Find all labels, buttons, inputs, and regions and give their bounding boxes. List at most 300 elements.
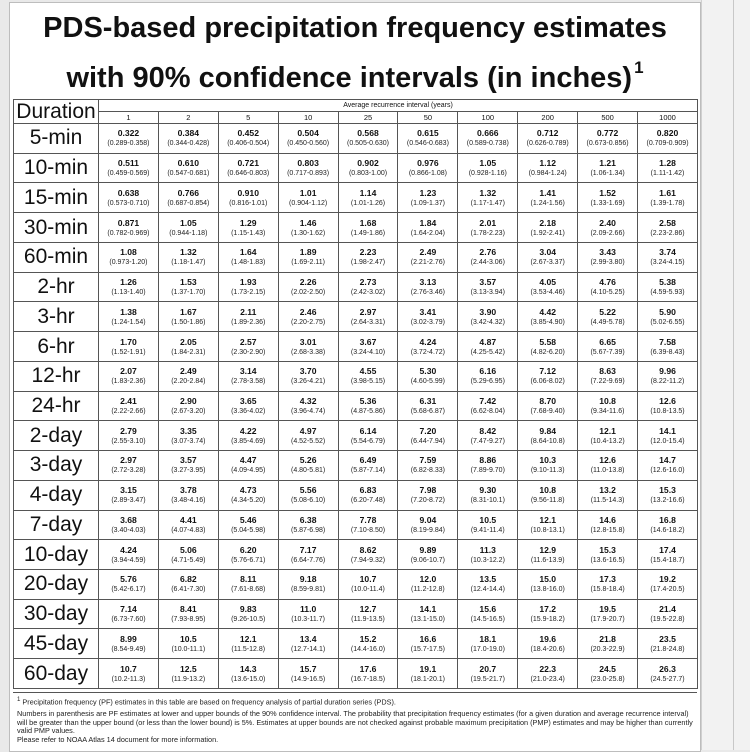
duration-label: 10-day xyxy=(14,540,99,570)
estimate-value: 5.26 xyxy=(299,455,317,466)
duration-label: 5-min xyxy=(14,124,99,154)
estimate-value: 5.22 xyxy=(599,306,616,317)
estimate-cell xyxy=(218,451,278,481)
estimate-cell xyxy=(218,540,278,570)
estimate-value: 1.28 xyxy=(659,158,676,169)
estimate-cell xyxy=(278,272,338,302)
confidence-bounds: (13.6-15.0) xyxy=(231,675,266,683)
table-row xyxy=(14,391,698,421)
confidence-bounds: (0.717-0.893) xyxy=(287,170,330,178)
duration-label: 7-day xyxy=(14,510,99,540)
duration-header: Duration xyxy=(14,100,99,124)
estimate-cell xyxy=(278,124,338,154)
estimate-value: 5.90 xyxy=(659,306,676,317)
estimate-value: 2.90 xyxy=(179,395,197,406)
estimate-cell xyxy=(518,599,578,629)
confidence-bounds: (2.44-3.06) xyxy=(470,259,505,267)
estimate-value: 2.79 xyxy=(120,425,137,436)
confidence-bounds: (1.50-1.86) xyxy=(171,318,206,326)
estimate-cell xyxy=(578,659,638,689)
document-page xyxy=(9,2,701,752)
confidence-bounds: (2.42-3.02) xyxy=(350,289,386,297)
confidence-bounds: (1.01-1.26) xyxy=(350,199,386,207)
estimate-value: 2.57 xyxy=(239,336,257,347)
confidence-bounds: (2.72-3.28) xyxy=(111,467,146,475)
estimate-cell xyxy=(338,391,398,421)
estimate-cell xyxy=(458,153,518,183)
title-line-1: PDS-based precipitation frequency estimates xyxy=(43,12,667,44)
confidence-bounds: (18.1-20.1) xyxy=(410,675,446,683)
estimate-cell xyxy=(398,332,458,362)
estimate-value: 3.65 xyxy=(239,395,257,406)
estimate-value: 6.65 xyxy=(599,336,616,347)
confidence-bounds: (15.4-18.7) xyxy=(650,556,685,564)
estimate-value: 1.89 xyxy=(299,247,317,258)
confidence-bounds: (0.866-1.08) xyxy=(408,170,447,178)
table-row xyxy=(14,302,698,332)
table-row xyxy=(14,570,698,600)
confidence-bounds: (1.52-1.91) xyxy=(111,348,146,356)
confidence-bounds: (8.64-10.8) xyxy=(530,437,565,445)
confidence-bounds: (2.30-2.90) xyxy=(231,348,266,356)
estimate-value: 10.5 xyxy=(179,633,197,644)
confidence-bounds: (1.84-2.31) xyxy=(171,348,206,356)
estimate-value: 3.57 xyxy=(179,455,197,466)
estimate-cell xyxy=(99,451,159,481)
confidence-bounds: (17.0-19.0) xyxy=(470,645,505,653)
estimate-cell xyxy=(218,421,278,451)
estimate-value: 5.58 xyxy=(539,336,557,347)
estimate-cell xyxy=(398,540,458,570)
confidence-bounds: (0.646-0.803) xyxy=(227,170,270,178)
estimate-value: 4.47 xyxy=(239,455,257,466)
estimate-cell xyxy=(338,361,398,391)
confidence-bounds: (1.83-2.36) xyxy=(111,378,146,386)
estimate-cell xyxy=(398,451,458,481)
estimate-value: 7.12 xyxy=(539,366,557,377)
refer-note: Please refer to NOAA Atlas 14 document for more information. xyxy=(17,734,219,744)
footnote xyxy=(17,696,693,707)
estimate-value: 4.87 xyxy=(479,336,497,347)
table-row xyxy=(14,451,698,481)
estimate-cell xyxy=(158,213,218,243)
estimate-cell xyxy=(398,629,458,659)
estimate-value: 0.712 xyxy=(536,128,559,139)
estimate-value: 7.42 xyxy=(479,395,497,406)
estimate-cell xyxy=(338,124,398,154)
confidence-bounds: (9.06-10.7) xyxy=(410,556,446,564)
estimate-value: 15.6 xyxy=(479,604,497,615)
estimate-value: 10.8 xyxy=(599,395,616,406)
confidence-bounds: (0.289-0.358) xyxy=(107,140,150,148)
estimate-value: 4.24 xyxy=(120,544,137,555)
estimate-cell xyxy=(398,510,458,540)
estimate-cell xyxy=(398,124,458,154)
estimate-value: 9.30 xyxy=(479,485,497,496)
estimate-cell xyxy=(158,421,218,451)
confidence-bounds: (0.626-0.789) xyxy=(526,140,569,148)
confidence-bounds: (11.9-13.5) xyxy=(351,616,385,624)
confidence-bounds: (10.0-11.4) xyxy=(351,586,385,594)
estimate-cell xyxy=(278,629,338,659)
estimate-value: 8.86 xyxy=(479,455,497,466)
estimate-cell xyxy=(338,183,398,213)
estimate-value: 3.04 xyxy=(539,247,557,258)
estimate-value: 0.910 xyxy=(237,187,259,198)
estimate-cell xyxy=(518,183,578,213)
estimate-value: 14.1 xyxy=(419,604,437,615)
estimate-value: 0.772 xyxy=(596,128,619,139)
estimate-cell xyxy=(578,272,638,302)
confidence-bounds: (1.11-1.42) xyxy=(650,170,685,178)
estimate-cell xyxy=(338,599,398,629)
estimate-value: 7.78 xyxy=(359,514,377,525)
estimate-value: 17.3 xyxy=(599,574,616,585)
confidence-bounds: (1.06-1.34) xyxy=(590,170,625,178)
estimate-value: 15.2 xyxy=(359,633,377,644)
estimate-cell xyxy=(158,570,218,600)
estimate-value: 3.43 xyxy=(599,247,616,258)
estimate-value: 3.74 xyxy=(659,247,676,258)
confidence-bounds: (4.52-5.52) xyxy=(290,437,326,445)
confidence-bounds: (2.76-3.46) xyxy=(410,289,446,297)
confidence-bounds: (9.41-11.4) xyxy=(470,526,505,534)
confidence-bounds: (1.89-2.36) xyxy=(231,318,266,326)
confidence-bounds: (2.20-2.84) xyxy=(171,378,206,386)
estimate-cell xyxy=(398,599,458,629)
interval-5: 5 xyxy=(218,112,278,124)
confidence-bounds: (5.87-7.14) xyxy=(350,467,386,475)
estimate-cell xyxy=(158,361,218,391)
estimate-value: 9.96 xyxy=(659,366,676,377)
interval-1: 1 xyxy=(99,112,159,124)
confidence-bounds: (12.6-16.0) xyxy=(650,467,685,475)
recurrence-interval-header: Average recurrence interval (years) xyxy=(99,100,698,112)
estimate-cell xyxy=(458,599,518,629)
estimate-value: 4.41 xyxy=(179,514,197,525)
estimate-cell xyxy=(338,272,398,302)
confidence-bounds: (0.944-1.18) xyxy=(169,229,208,237)
estimate-cell xyxy=(578,451,638,481)
estimate-cell xyxy=(218,183,278,213)
estimate-value: 26.3 xyxy=(659,663,676,674)
duration-label: 3-day xyxy=(14,451,99,481)
confidence-bounds: (10.3-11.7) xyxy=(291,616,325,624)
estimate-cell xyxy=(458,213,518,243)
table-row xyxy=(14,480,698,510)
page-title xyxy=(10,9,700,98)
confidence-bounds: (1.49-1.86) xyxy=(350,229,386,237)
duration-label: 60-min xyxy=(14,242,99,272)
confidence-bounds: (7.47-9.27) xyxy=(470,437,505,445)
estimate-cell xyxy=(518,332,578,362)
confidence-bounds: (7.22-9.69) xyxy=(590,378,625,386)
estimate-value: 16.6 xyxy=(419,633,437,644)
estimate-cell xyxy=(458,421,518,451)
interval-10: 10 xyxy=(278,112,338,124)
estimate-cell xyxy=(638,361,698,391)
confidence-bounds: (4.59-5.93) xyxy=(650,289,685,297)
confidence-bounds: (6.06-8.02) xyxy=(530,378,565,386)
estimate-value: 1.26 xyxy=(120,277,137,288)
estimate-value: 19.6 xyxy=(539,633,557,644)
confidence-bounds: (4.82-6.20) xyxy=(530,348,565,356)
estimate-cell xyxy=(518,510,578,540)
estimate-value: 1.84 xyxy=(419,217,437,228)
estimate-value: 2.97 xyxy=(359,306,377,317)
confidence-bounds: (6.44-7.94) xyxy=(410,437,446,445)
estimate-value: 9.18 xyxy=(299,574,317,585)
duration-label: 2-hr xyxy=(14,272,99,302)
estimate-value: 6.38 xyxy=(299,514,317,525)
estimate-cell xyxy=(218,570,278,600)
estimate-value: 2.26 xyxy=(299,277,317,288)
estimate-cell xyxy=(218,242,278,272)
estimate-cell xyxy=(578,480,638,510)
estimate-cell xyxy=(458,629,518,659)
estimate-cell xyxy=(458,570,518,600)
confidence-bounds: (4.60-5.99) xyxy=(410,378,446,386)
estimate-cell xyxy=(278,599,338,629)
confidence-bounds: (24.5-27.7) xyxy=(650,675,685,683)
estimate-value: 22.3 xyxy=(539,663,557,674)
estimate-value: 2.41 xyxy=(120,395,137,406)
estimate-cell xyxy=(518,421,578,451)
estimate-value: 9.84 xyxy=(539,425,557,436)
estimate-value: 9.83 xyxy=(239,604,257,615)
estimate-cell xyxy=(278,570,338,600)
table-row xyxy=(14,540,698,570)
estimate-value: 1.53 xyxy=(179,277,197,288)
estimate-cell xyxy=(338,451,398,481)
estimate-value: 11.0 xyxy=(299,604,317,615)
interval-header-row xyxy=(14,112,698,124)
confidence-bounds: (3.24-4.10) xyxy=(350,348,386,356)
confidence-bounds: (7.93-8.95) xyxy=(171,616,206,624)
estimate-cell xyxy=(458,332,518,362)
estimate-cell xyxy=(518,361,578,391)
estimate-value: 0.452 xyxy=(237,128,259,139)
estimate-cell xyxy=(398,183,458,213)
confidence-bounds: (3.72-4.72) xyxy=(410,348,446,356)
confidence-bounds: (3.48-4.16) xyxy=(171,497,206,505)
estimate-cell xyxy=(99,213,159,243)
confidence-bounds: (5.08-6.10) xyxy=(290,497,326,505)
table-row xyxy=(14,213,698,243)
footnote-text: Precipitation frequency (PF) estimates in this table are based on frequency analysis of partial duration series (PDS). xyxy=(22,697,396,707)
estimate-value: 0.721 xyxy=(237,158,259,169)
estimate-cell xyxy=(638,599,698,629)
estimate-value: 8.63 xyxy=(599,366,616,377)
estimate-cell xyxy=(638,153,698,183)
confidence-bounds: (10.4-13.2) xyxy=(590,437,625,445)
confidence-bounds: (13.1-15.0) xyxy=(410,616,446,624)
estimate-cell xyxy=(99,302,159,332)
estimate-cell xyxy=(518,451,578,481)
estimate-value: 6.16 xyxy=(479,366,497,377)
estimate-value: 19.1 xyxy=(419,663,437,674)
estimate-value: 14.6 xyxy=(599,514,616,525)
estimate-value: 0.568 xyxy=(357,128,379,139)
estimate-cell xyxy=(338,510,398,540)
confidence-bounds: (1.98-2.47) xyxy=(350,259,386,267)
estimate-cell xyxy=(278,153,338,183)
confidence-bounds: (3.40-4.03) xyxy=(111,526,146,534)
confidence-bounds: (1.92-2.41) xyxy=(530,229,565,237)
estimate-value: 0.902 xyxy=(357,158,379,169)
estimate-cell xyxy=(458,480,518,510)
estimate-cell xyxy=(638,332,698,362)
estimate-value: 1.23 xyxy=(419,187,437,198)
estimate-cell xyxy=(99,480,159,510)
estimate-value: 2.58 xyxy=(659,217,676,228)
estimate-value: 4.42 xyxy=(539,306,557,317)
estimate-cell xyxy=(158,332,218,362)
duration-label: 30-day xyxy=(14,599,99,629)
confidence-bounds: (3.07-3.74) xyxy=(171,437,206,445)
estimate-value: 14.7 xyxy=(659,455,676,466)
estimate-value: 12.1 xyxy=(539,514,557,525)
estimate-cell xyxy=(398,153,458,183)
estimate-value: 6.14 xyxy=(359,425,377,436)
confidence-bounds: (2.89-3.47) xyxy=(111,497,146,505)
estimate-cell xyxy=(518,629,578,659)
confidence-bounds: (11.9-13.2) xyxy=(171,675,206,683)
estimate-cell xyxy=(278,659,338,689)
estimate-cell xyxy=(518,480,578,510)
estimate-value: 10.5 xyxy=(479,514,497,525)
confidence-bounds: (1.24-1.56) xyxy=(530,199,565,207)
confidence-bounds: (5.67-7.39) xyxy=(590,348,625,356)
confidence-bounds: (1.64-2.04) xyxy=(410,229,446,237)
estimate-value: 7.20 xyxy=(419,425,437,436)
estimate-value: 3.70 xyxy=(299,366,317,377)
estimate-value: 4.05 xyxy=(539,277,557,288)
confidence-bounds: (3.53-4.46) xyxy=(530,289,565,297)
estimate-cell xyxy=(458,361,518,391)
estimate-cell xyxy=(99,629,159,659)
table-row xyxy=(14,361,698,391)
estimate-cell xyxy=(99,242,159,272)
duration-label: 12-hr xyxy=(14,361,99,391)
estimate-value: 4.24 xyxy=(419,336,437,347)
confidence-bounds: (6.64-7.76) xyxy=(290,556,326,564)
confidence-bounds: (14.9-16.5) xyxy=(290,675,326,683)
estimate-value: 5.38 xyxy=(659,277,676,288)
estimate-cell xyxy=(398,272,458,302)
estimate-cell xyxy=(578,242,638,272)
estimate-cell xyxy=(518,302,578,332)
confidence-bounds: (12.8-15.8) xyxy=(590,526,625,534)
confidence-bounds: (0.984-1.24) xyxy=(528,170,567,178)
confidence-bounds: (13.8-16.0) xyxy=(530,586,565,594)
estimate-value: 3.14 xyxy=(239,366,257,377)
estimate-value: 2.46 xyxy=(299,306,317,317)
estimate-value: 0.511 xyxy=(117,158,139,169)
estimate-value: 7.17 xyxy=(299,544,317,555)
confidence-bounds: (7.94-9.32) xyxy=(350,556,386,564)
confidence-bounds: (2.99-3.80) xyxy=(590,259,625,267)
estimate-cell xyxy=(99,361,159,391)
estimate-value: 12.7 xyxy=(359,604,377,615)
confidence-bounds: (18.4-20.6) xyxy=(530,645,565,653)
estimate-cell xyxy=(578,391,638,421)
estimate-cell xyxy=(458,124,518,154)
estimate-cell xyxy=(99,332,159,362)
estimate-value: 10.7 xyxy=(120,663,137,674)
estimate-cell xyxy=(458,391,518,421)
table-row xyxy=(14,242,698,272)
confidence-bounds: (0.547-0.681) xyxy=(167,170,210,178)
confidence-bounds: (3.42-4.32) xyxy=(470,318,505,326)
estimate-cell xyxy=(638,451,698,481)
confidence-bounds: (3.96-4.74) xyxy=(290,407,326,415)
estimate-cell xyxy=(458,302,518,332)
estimate-value: 12.5 xyxy=(179,663,197,674)
estimate-value: 3.67 xyxy=(359,336,377,347)
estimate-cell xyxy=(578,183,638,213)
confidence-bounds: (0.803-1.00) xyxy=(348,170,388,178)
estimate-cell xyxy=(578,213,638,243)
confidence-bounds: (1.18-1.47) xyxy=(171,259,206,267)
estimate-value: 13.5 xyxy=(479,574,497,585)
confidence-bounds: (0.573-0.710) xyxy=(107,199,150,207)
confidence-bounds: (4.10-5.25) xyxy=(590,289,625,297)
estimate-value: 5.36 xyxy=(359,395,377,406)
confidence-bounds: (0.973-1.20) xyxy=(109,259,148,267)
estimate-cell xyxy=(278,451,338,481)
estimate-value: 7.58 xyxy=(659,336,676,347)
estimate-value: 3.57 xyxy=(479,277,497,288)
confidence-bounds: (11.5-12.8) xyxy=(231,645,266,653)
confidence-bounds: (5.42-6.17) xyxy=(111,586,146,594)
estimate-value: 6.82 xyxy=(179,574,197,585)
estimate-cell xyxy=(158,302,218,332)
confidence-bounds: (0.344-0.428) xyxy=(167,140,210,148)
estimate-value: 15.7 xyxy=(299,663,317,674)
estimate-value: 8.99 xyxy=(120,633,137,644)
estimate-cell xyxy=(638,213,698,243)
estimate-value: 1.12 xyxy=(539,158,557,169)
confidence-bounds: (0.782-0.969) xyxy=(107,229,150,237)
estimate-cell xyxy=(518,213,578,243)
confidence-bounds: (6.41-7.30) xyxy=(171,586,206,594)
table-row xyxy=(14,153,698,183)
confidence-bounds: (0.673-0.856) xyxy=(586,140,629,148)
estimate-cell xyxy=(99,510,159,540)
interval-100: 100 xyxy=(458,112,518,124)
estimate-value: 15.3 xyxy=(599,544,616,555)
estimate-value: 1.05 xyxy=(479,158,497,169)
estimate-value: 0.504 xyxy=(297,128,319,139)
estimate-value: 0.615 xyxy=(417,128,439,139)
confidence-bounds: (2.67-3.37) xyxy=(530,259,565,267)
estimate-cell xyxy=(99,272,159,302)
confidence-bounds: (1.39-1.78) xyxy=(650,199,685,207)
confidence-bounds: (1.69-2.11) xyxy=(291,259,325,267)
estimate-cell xyxy=(338,570,398,600)
estimate-value: 1.29 xyxy=(239,217,257,228)
estimate-value: 6.20 xyxy=(239,544,257,555)
estimate-cell xyxy=(99,421,159,451)
estimate-value: 2.76 xyxy=(479,247,497,258)
confidence-bounds: (5.29-6.95) xyxy=(470,378,505,386)
confidence-bounds: (4.25-5.42) xyxy=(470,348,505,356)
estimate-cell xyxy=(158,540,218,570)
confidence-bounds: (9.34-11.6) xyxy=(590,407,625,415)
estimate-value: 2.07 xyxy=(120,366,137,377)
estimate-value: 13.4 xyxy=(299,633,317,644)
